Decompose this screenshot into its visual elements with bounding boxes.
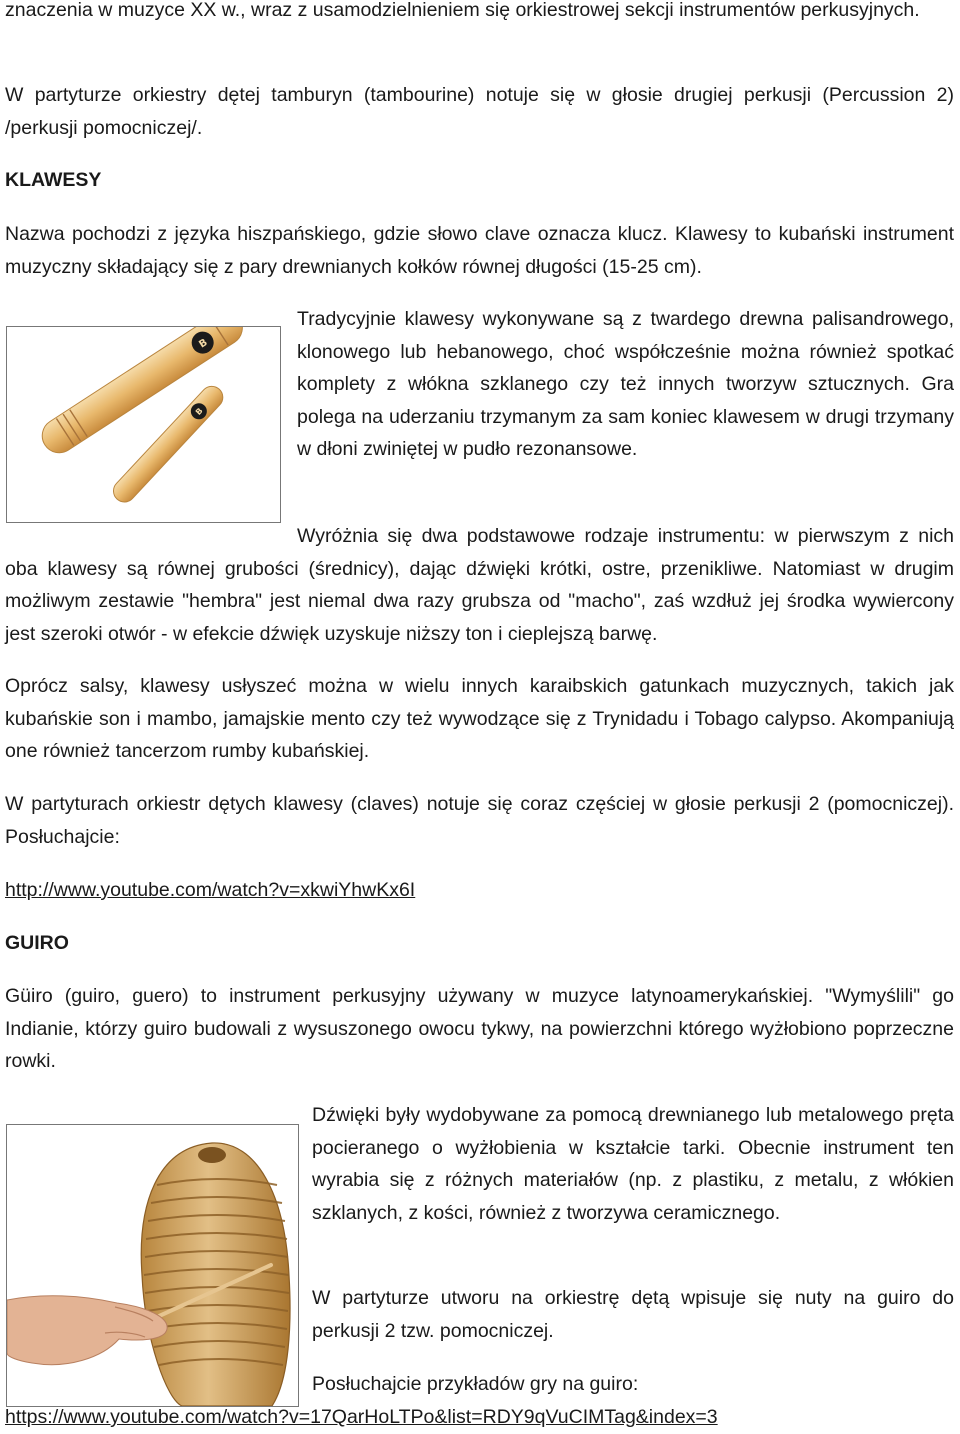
claves-image [6, 326, 281, 523]
guiro-paragraph-sound: Dźwięki były wydobywane za pomocą drewnianego lub metalowego pręta pocieranego o wyżłobienia w kształcie tarki. Obecnie instrument ten wyrabia się z różnych materiałów (np. z plastiku, z metalu, z włókien szklanych, z kości, również z tworzywa ceramicznego. [312, 1104, 954, 1224]
klawesy-heading: KLAWESY [5, 169, 102, 191]
svg-text:B: B [197, 337, 210, 351]
klawesy-paragraph-genres: Oprócz salsy, klawesy usłyszeć można w wielu innych karaibskich gatunkach muzycznych, takich jak kubańskie son i mambo, jamajskie mento czy też wywodzące się z Trynidadu i Tobago calypso. Akompaniują one również tancerzom rumby kubańskiej. [5, 675, 954, 762]
klawesy-paragraph-materials: Tradycyjnie klawesy wykonywane są z twardego drewna palisandrowego, klonowego lub hebanowego, choć współcześnie można również spotkać komplety z włókna szklanego czy też innych tworzyw sztucznych. Gra polega na uderzaniu trzymanym za sam koniec klawesem w drugi trzymany w dłoni zwiniętej w pudło rezonansowe. [297, 308, 954, 460]
klawesy-paragraph-score: W partyturach orkiestr dętych klawesy (claves) notuje się coraz częściej w głosie perkusji 2 (pomocniczej). Posłuchajcie: [5, 793, 954, 848]
guiro-paragraph-origin: Güiro (guiro, guero) to instrument perkusyjny używany w muzyce latynoamerykańskiej. "Wymyślili" go Indianie, którzy guiro budowali z wysuszonego owocu tykwy, na powierzchni którego wyżłobiono poprzeczne rowki. [5, 985, 954, 1072]
klawesy-youtube-link[interactable]: http://www.youtube.com/watch?v=xkwiYhwKx6I [5, 879, 416, 901]
guiro-image [6, 1124, 299, 1407]
guiro-link-line [5, 1401, 954, 1434]
guiro-heading: GUIRO [5, 932, 69, 954]
klawesy-paragraph-origin: Nazwa pochodzi z języka hiszpańskiego, gdzie słowo clave oznacza klucz. Klawesy to kubański instrument muzyczny składający się z pary drewnianych kołków równej długości (15-25 cm). [5, 223, 954, 278]
tambourine-paragraph: W partyturze orkiestry dętej tamburyn (tambourine) notuje się w głosie drugiej perkusji (Percussion 2) /perkusji pomocniczej/. [5, 84, 954, 139]
guiro-paragraph-score: W partyturze utworu na orkiestrę dętą wpisuje się nuty na guiro do perkusji 2 tzw. pomocniczej. [312, 1287, 954, 1342]
guiro-paragraph-listen: Posłuchajcie przykładów gry na guiro: [312, 1373, 639, 1395]
intro-paragraph: znaczenia w muzyce XX w., wraz z usamodzielnieniem się orkiestrowej sekcji instrumentów perkusyjnych. [5, 0, 920, 21]
svg-text:B: B [193, 406, 205, 417]
klawesy-paragraph-types: Wyróżnia się dwa podstawowe rodzaje instrumentu: w pierwszym z nich oba klawesy są równej grubości (średnicy), dając dźwięki krótki, ostre, przenikliwe. Natomiast w drugim możliwym zestawie "hembra" jest niemal dwa razy grubsza od "macho", zaś wzdłuż jej środka wywiercony jest szeroki otwór - w efekcie dźwięk uzyskuje niższy ton i cieplejszą barwę. [5, 525, 954, 645]
guiro-youtube-link[interactable]: https://www.youtube.com/watch?v=17QarHoLTPo&list=RDY9qVuCIMTag&index=3 [5, 1406, 718, 1428]
klawesy-link-line [5, 874, 954, 907]
